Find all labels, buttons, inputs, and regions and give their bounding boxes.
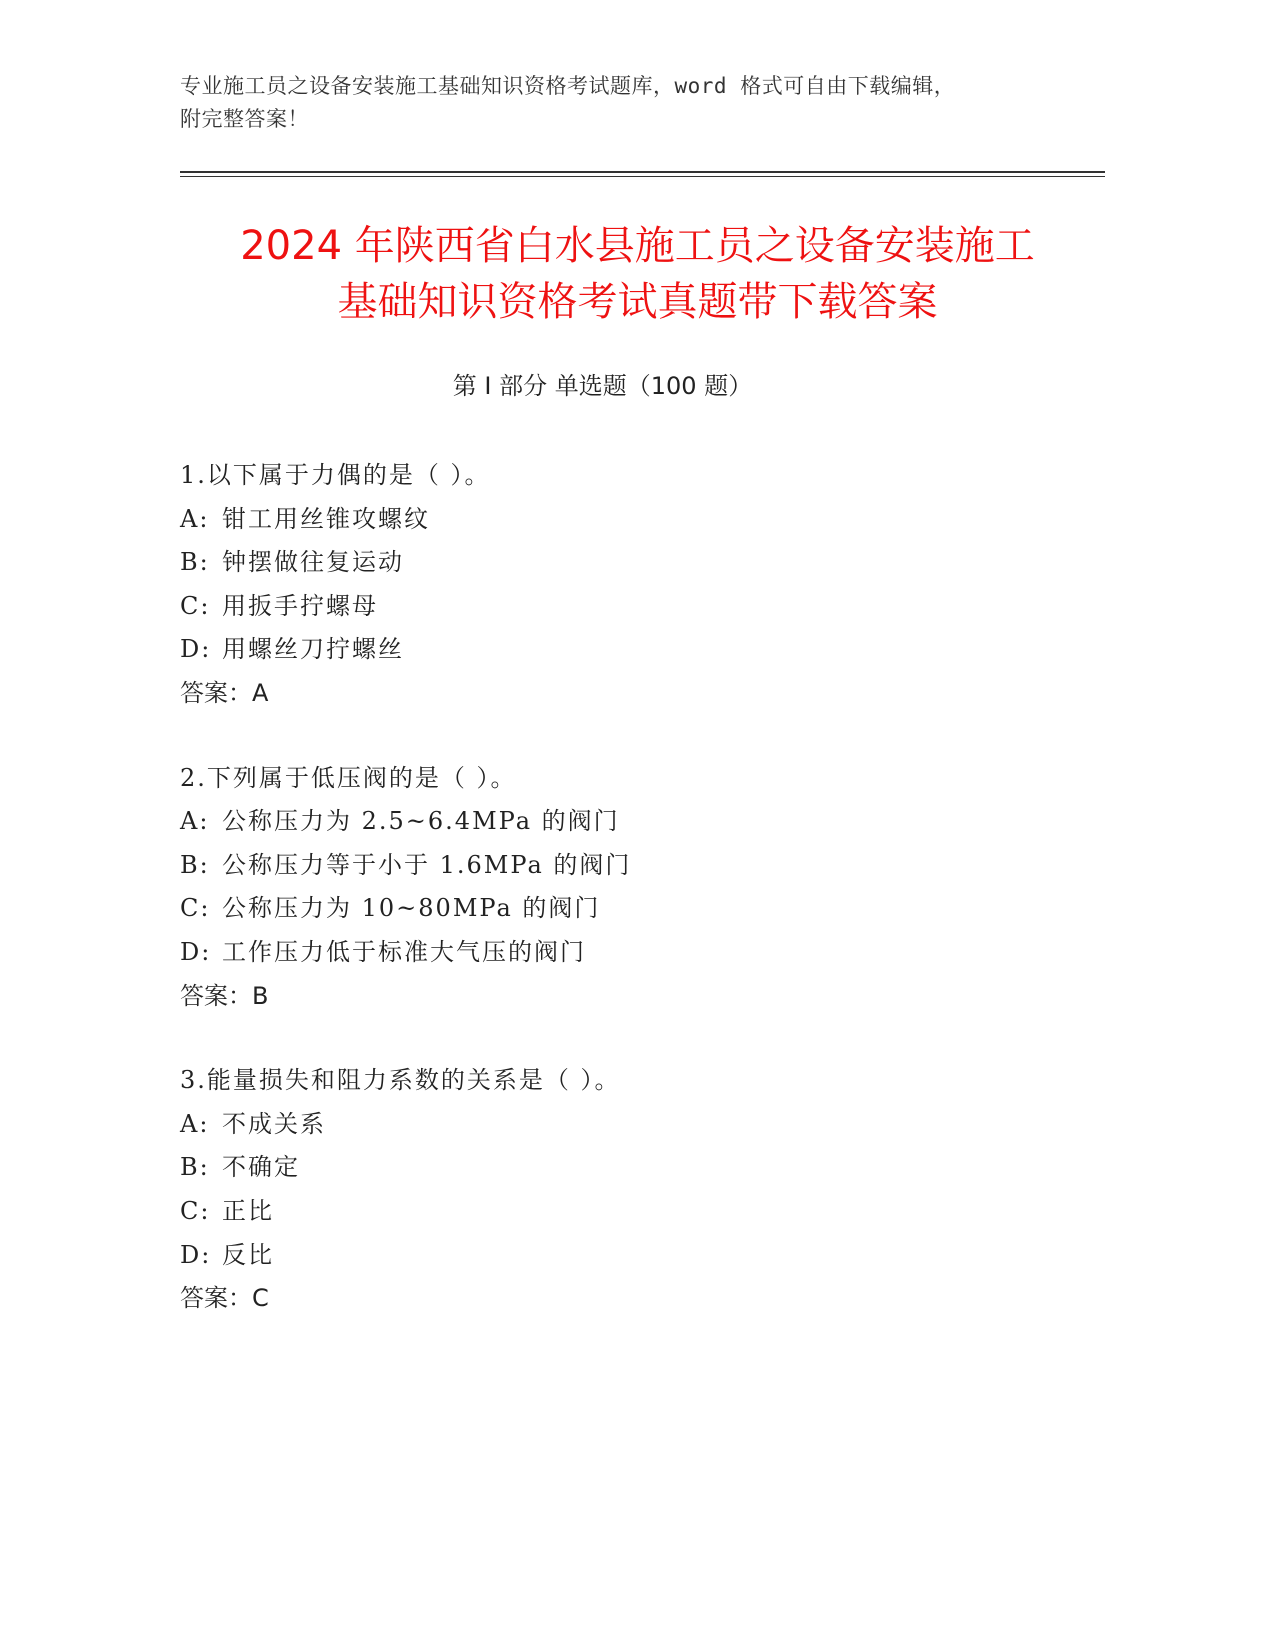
- header-note-line-1: 专业施工员之设备安装施工基础知识资格考试题库，word 格式可自由下载编辑，: [180, 74, 956, 98]
- option-text: 用扳手拧螺母: [222, 591, 378, 620]
- option-text: 正比: [222, 1196, 274, 1225]
- option-text: 钳工用丝锥攻螺纹: [222, 504, 430, 533]
- option-letter: D:: [180, 937, 212, 966]
- option-text: 钟摆做往复运动: [222, 548, 404, 577]
- document-title: [150, 218, 1125, 330]
- header-note-line-2: 附完整答案！: [180, 107, 309, 131]
- option-text: 用螺丝刀拧螺丝: [222, 635, 404, 664]
- option-text: 公称压力等于小于 1.6MPa 的阀门: [222, 850, 632, 879]
- option-c: [180, 887, 1080, 931]
- header-divider-thin: [180, 176, 1105, 177]
- option-c: [180, 1190, 1080, 1234]
- option-text: 公称压力为 10~80MPa 的阀门: [222, 894, 601, 923]
- option-letter: A:: [180, 504, 210, 533]
- answer-line: 答案：A: [180, 678, 269, 707]
- question-stem: 3.能量损失和阻力系数的关系是（ ）。: [180, 1066, 621, 1095]
- option-d: [180, 931, 1080, 975]
- option-c: [180, 585, 1080, 629]
- option-text: 工作压力低于标准大气压的阀门: [222, 937, 586, 966]
- option-text: 不成关系: [222, 1109, 326, 1138]
- option-b: [180, 541, 1080, 585]
- question-stem: 1.以下属于力偶的是（ ）。: [180, 461, 491, 489]
- question-2: [180, 757, 1080, 1019]
- question-stem: 2.下列属于低压阀的是（ ）。: [180, 763, 517, 792]
- option-letter: C:: [180, 1196, 211, 1225]
- document-title-line-2: 基础知识资格考试真题带下载答案: [337, 279, 938, 325]
- answer-line: 答案：C: [180, 1284, 269, 1313]
- option-letter: C:: [180, 894, 211, 923]
- option-text: 公称压力为 2.5~6.4MPa 的阀门: [222, 807, 620, 836]
- option-letter: A:: [180, 1109, 210, 1138]
- question-list: [180, 454, 1080, 1362]
- option-letter: D:: [180, 635, 212, 664]
- answer-line: 答案：B: [180, 981, 269, 1010]
- option-letter: B:: [180, 548, 210, 577]
- option-letter: D:: [180, 1240, 212, 1269]
- option-letter: B:: [180, 850, 210, 879]
- option-letter: C:: [180, 591, 211, 620]
- option-d: [180, 628, 1080, 672]
- header-note: [180, 70, 1060, 136]
- section-title: 第 I 部分 单选题（100 题）: [452, 372, 753, 400]
- option-b: [180, 1146, 1080, 1190]
- option-b: [180, 844, 1080, 888]
- option-a: [180, 1103, 1080, 1147]
- option-a: [180, 800, 1080, 844]
- option-text: 不确定: [222, 1153, 300, 1182]
- header-divider-thick: [180, 171, 1105, 173]
- option-letter: A:: [180, 807, 210, 836]
- option-a: [180, 498, 1080, 542]
- option-letter: B:: [180, 1153, 210, 1182]
- option-d: [180, 1234, 1080, 1278]
- question-1: [180, 454, 1080, 716]
- question-3: [180, 1059, 1080, 1321]
- document-title-line-1: 2024 年陕西省白水县施工员之设备安装施工: [240, 223, 1035, 269]
- option-text: 反比: [222, 1240, 274, 1269]
